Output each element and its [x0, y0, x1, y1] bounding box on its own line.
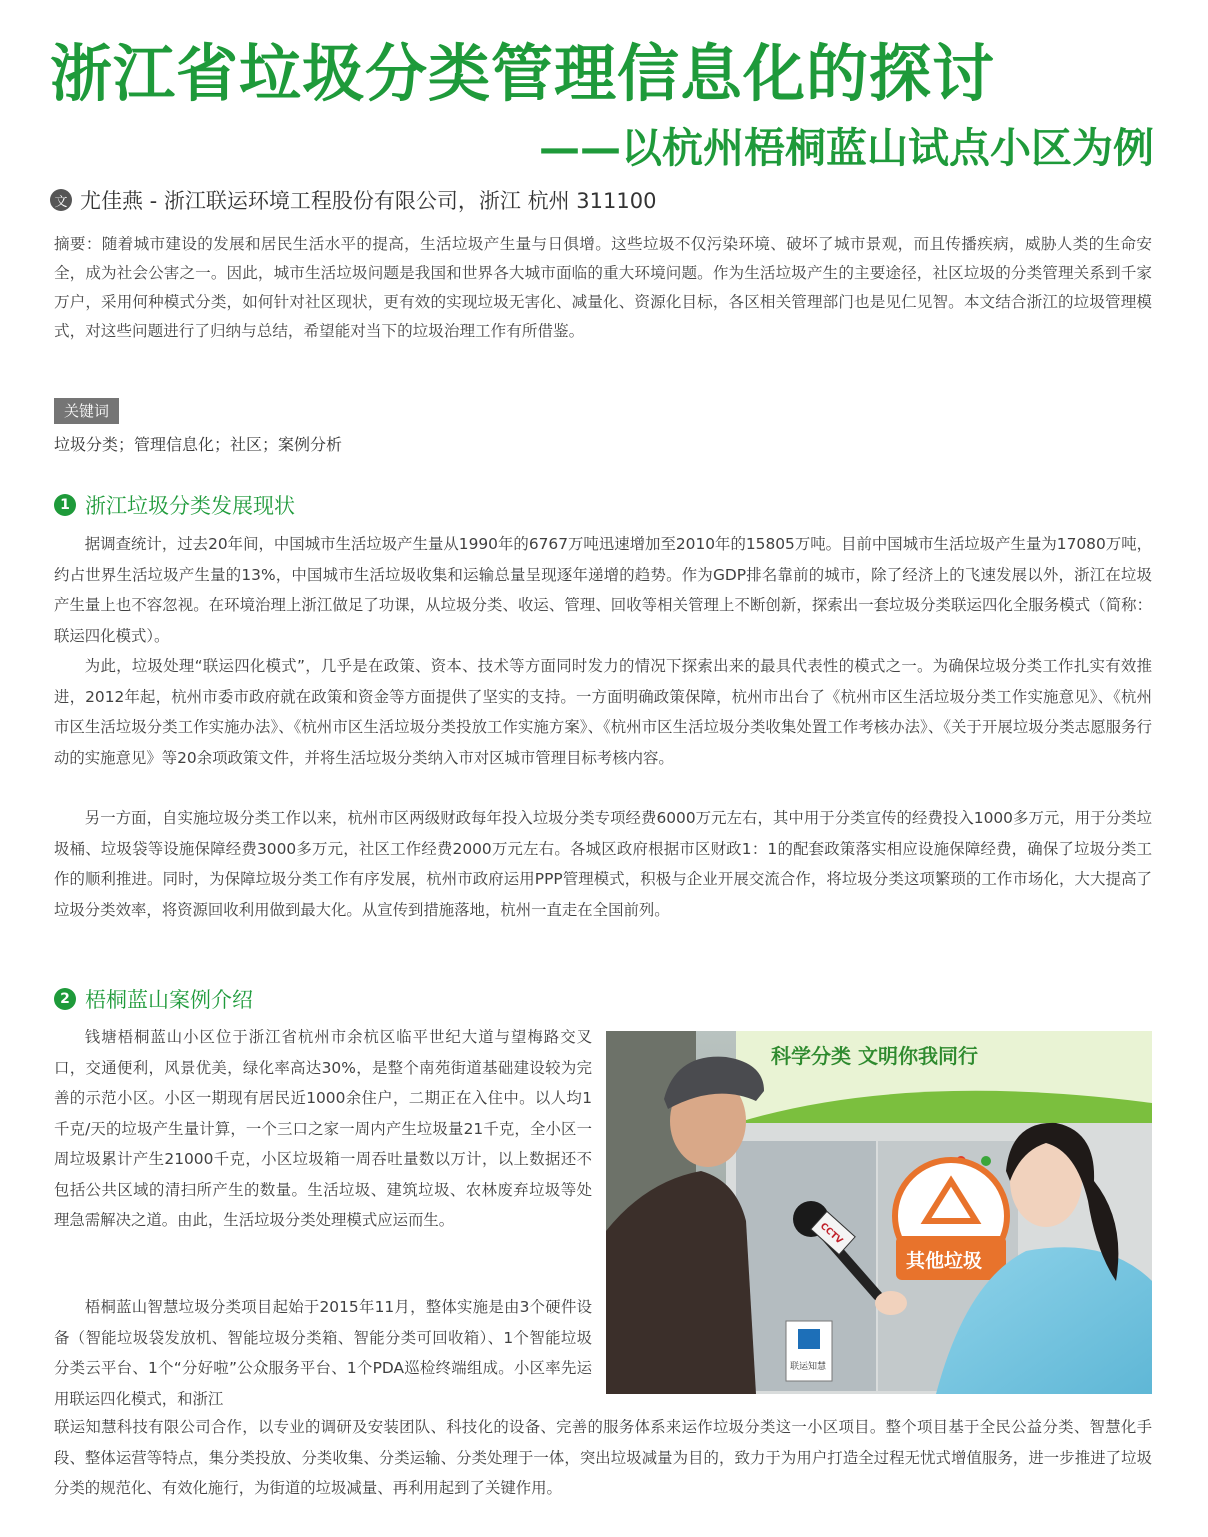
- section-2-paragraph-3: 联运知慧科技有限公司合作，以专业的调研及安装团队、科技化的设备、完善的服务体系来运作垃圾分类这一小区项目。整个项目基于全民公益分类、智慧化手段、整体运营等特点，集分类投放、分类收集、分类运输、分类处理于一体，突出垃圾减量为目的，致力于为用户打造全过程无忧式增值服务，进一步推进了垃圾分类的规范化、有效化施行，为街道的垃圾减量、再利用起到了关键作用。: [54, 1418, 1152, 1497]
- bin-label: 其他垃圾: [906, 1250, 983, 1272]
- author-affiliation: 尤佳燕 - 浙江联运环境工程股份有限公司，浙江 杭州 311100: [80, 189, 657, 213]
- section-2-paragraph-1: 钱塘梧桐蓝山小区位于浙江省杭州市余杭区临平世纪大道与望梅路交叉口，交通便利，风景优美，绿化率高达30%，是整个南苑街道基础建设较为完善的示范小区。小区一期现有居民近1000余住户，二期正在入住中。以人均1千克/天的垃圾产生量计算，一个三口之家一周内产生垃圾量21千克，全小区一周垃圾累计产生21000千克，小区垃圾箱一周吞吐量数以万计，以上数据还不包括公共区域的清扫所产生的数量。生活垃圾、建筑垃圾、农林废弃垃圾等处理急需解决之道。由此，生活垃圾分类处理模式应运而生。: [54, 1028, 592, 1229]
- sticker-text: 联运知慧: [790, 1362, 827, 1372]
- interview-photo: [606, 1031, 1152, 1394]
- section-title: 梧桐蓝山案例介绍: [85, 988, 253, 1012]
- mic-logo: CCTV: [817, 1221, 845, 1247]
- author-wen-icon: 文: [50, 189, 72, 211]
- interview-photo-illustration: [606, 1031, 1152, 1394]
- section-1-heading: [54, 488, 295, 522]
- keywords: 垃圾分类；管理信息化；社区；案例分析: [54, 435, 343, 454]
- section-1-paragraph-3: 另一方面，自实施垃圾分类工作以来，杭州市区两级财政每年投入垃圾分类专项经费6000万元左右，其中用于分类宣传的经费投入1000多万元，用于分类垃圾桶、垃圾袋等设施保障经费3000多万元，社区工作经费2000万元左右。各城区政府根据市区财政1：1的配套政策落实相应设施保障经费，确保了垃圾分类工作的顺利推进。同时，为保障垃圾分类工作有序发展，杭州市政府运用PPP管理模式，积极与企业开展交流合作，将垃圾分类这项繁琐的工作市场化，大大提高了垃圾分类效率，将资源回收利用做到最大化。从宣传到措施落地，杭州一直走在全国前列。: [54, 809, 1152, 919]
- abstract: 摘要：随着城市建设的发展和居民生活水平的提高，生活垃圾产生量与日俱增。这些垃圾不仅污染环境、破坏了城市景观，而且传播疾病，威胁人类的生命安全，成为社会公害之一。因此，城市生活垃圾问题是我国和世界各大城市面临的重大环境问题。作为生活垃圾产生的主要途径，社区垃圾的分类管理关系到千家万户，采用何种模式分类，如何针对社区现状，更有效的实现垃圾无害化、减量化、资源化目标，各区相关管理部门也是见仁见智。本文结合浙江的垃圾管理模式，对这些问题进行了归纳与总结，希望能对当下的垃圾治理工作有所借鉴。: [54, 235, 1152, 340]
- article-subtitle: ——以杭州梧桐蓝山试点小区为例: [539, 124, 1154, 172]
- section-1-paragraph-2: 为此，垃圾处理“联运四化模式”，几乎是在政策、资本、技术等方面同时发力的情况下探索出来的最具代表性的模式之一。为确保垃圾分类工作扎实有效推进，2012年起，杭州市委市政府就在政策和资金等方面提供了坚实的支持。一方面明确政策保障，杭州市出台了《杭州市区生活垃圾分类工作实施意见》、《杭州市区生活垃圾分类工作实施办法》、《杭州市区生活垃圾分类投放工作实施方案》、《杭州市区生活垃圾分类收集处置工作考核办法》、《关于开展垃圾分类志愿服务行动的实施意见》等20余项政策文件，并将生活垃圾分类纳入市对区城市管理目标考核内容。: [54, 657, 1152, 767]
- section-1-paragraph-1: 据调查统计，过去20年间，中国城市生活垃圾产生量从1990年的6767万吨迅速增加至2010年的15805万吨。目前中国城市生活垃圾产生量为17080万吨，约占世界生活垃圾产生量的13%，中国城市生活垃圾收集和运输总量呈现逐年递增的趋势。作为GDP排名靠前的城市，除了经济上的飞速发展以外，浙江在垃圾产生量上也不容忽视。在环境治理上浙江做足了功课，从垃圾分类、收运、管理、回收等相关管理上不断创新，探索出一套垃圾分类联运四化全服务模式（简称：联运四化模式）。: [54, 535, 1152, 645]
- section-title: 浙江垃圾分类发展现状: [85, 494, 295, 518]
- section-number-icon: 1: [54, 494, 76, 516]
- article-title: 浙江省垃圾分类管理信息化的探讨: [50, 37, 996, 110]
- banner-text: 科学分类 文明你我同行: [771, 1044, 978, 1068]
- section-number-icon: 2: [54, 988, 76, 1010]
- keywords-label: 关键词: [54, 398, 119, 424]
- section-2-paragraph-2: 梧桐蓝山智慧垃圾分类项目起始于2015年11月，整体实施是由3个硬件设备（智能垃圾袋发放机、智能垃圾分类箱、智能分类可回收箱）、1个智能垃圾分类云平台、1个“分好啦”公众服务平台、1个PDA巡检终端组成。小区率先运用联运四化模式，和浙江: [54, 1298, 592, 1408]
- author-line: [50, 184, 656, 216]
- section-2-heading: [54, 982, 253, 1016]
